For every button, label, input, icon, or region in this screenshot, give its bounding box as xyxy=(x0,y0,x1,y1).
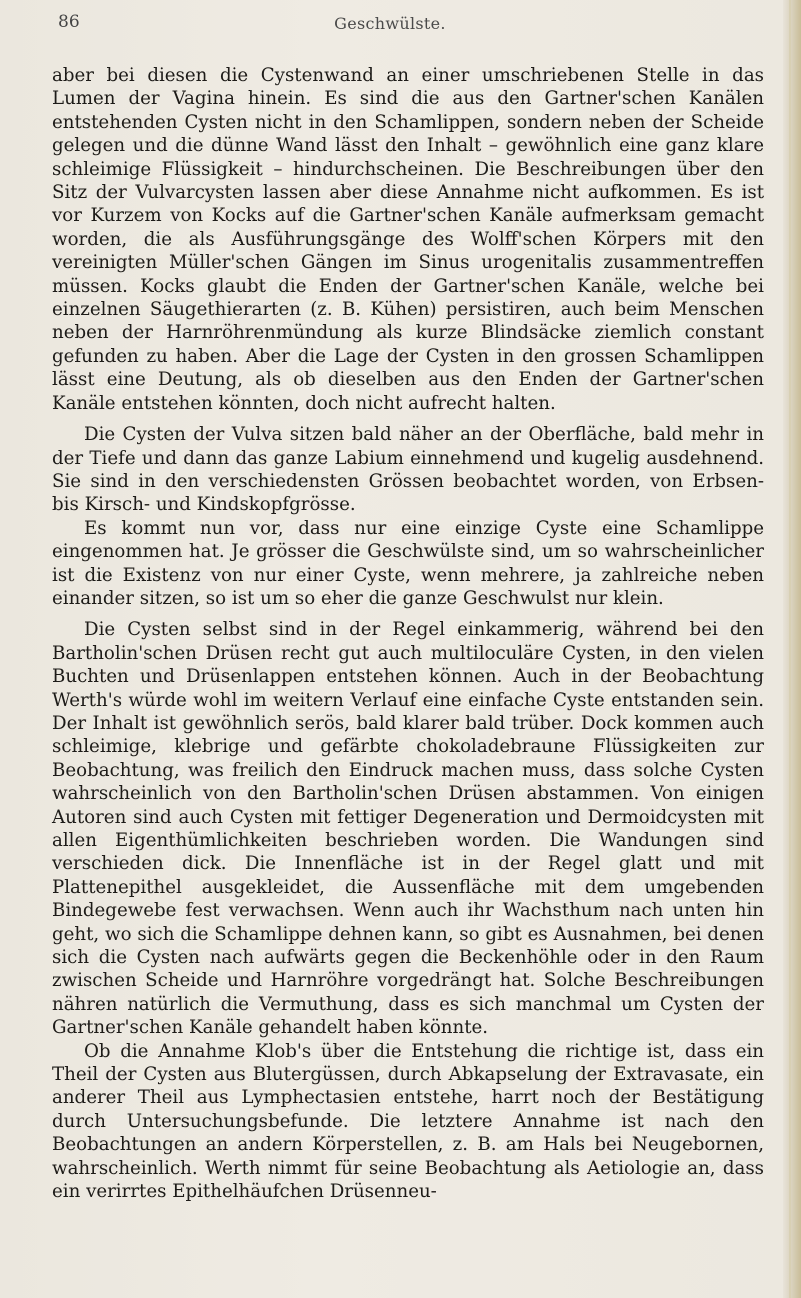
paragraph-3: Es kommt nun vor, dass nur eine einzige Cyste eine Schamlippe eingenommen hat. Je grösser die Geschwülste sind, um so wahrscheinlicher ist die Existenz von nur einer Cyste, wenn mehrere, ja zahlreiche neben einander sitzen, so ist um so eher die ganze Geschwulst nur klein. xyxy=(52,517,764,609)
paragraph-1: aber bei diesen die Cystenwand an einer umschriebenen Stelle in das Lumen der Vagina hinein. Es sind die aus den Gartner'schen Kanälen entstehenden Cysten nicht in den Schamlippen, sondern neben der Scheide gelegen und die dünne Wand lässt den Inhalt – gewöhnlich eine ganz klare schleimige Flüssigkeit – hindurchscheinen. Die Beschreibungen über den Sitz der Vulvarcysten lassen aber diese Annahme nicht aufkommen. Es ist vor Kurzem von Kocks auf die Gartner'schen Kanäle aufmerksam gemacht worden, die als Ausführungsgänge des Wolff'schen Körpers mit den vereinigten Müller'schen Gängen im Sinus urogenitalis zusammentreffen müssen. Kocks glaubt die Enden der Gartner'schen Kanäle, welche bei einzelnen Säugethierarten (z. B. Kühen) persistiren, auch beim Menschen neben der Harnröhrenmündung als kurze Blindsäcke ziemlich constant gefunden zu haben. Aber die Lage der Cysten in den grossen Schamlippen lässt eine Deutung, als ob dieselben aus den Enden der Gartner'schen Kanäle entstehen könnten, doch nicht aufrecht halten. xyxy=(52,65,764,414)
page-edge xyxy=(783,0,801,1298)
paragraph-2: Die Cysten der Vulva sitzen bald näher an der Oberfläche, bald mehr in der Tiefe und dann das ganze Labium einnehmend und kugelig ausdehnend. Sie sind in den verschiedensten Grössen beobachtet worden, von Erbsen- bis Kirsch- und Kindskopfgrösse. xyxy=(52,424,764,516)
page-number: 86 xyxy=(58,12,80,32)
page-header xyxy=(0,12,801,36)
paragraph-4: Die Cysten selbst sind in der Regel einkammerig, während bei den Bartholin'schen Drüsen recht gut auch multiloculäre Cysten, in den vielen Buchten und Drüsenlappen entstehen können. Auch in der Beobachtung Werth's würde wohl im weitern Verlauf eine einfache Cyste entstanden sein. Der Inhalt ist gewöhnlich serös, bald klarer bald trüber. Dock kommen auch schleimige, klebrige und gefärbte chokoladebraune Flüssigkeiten zur Beobachtung, was freilich den Eindruck machen muss, dass solche Cysten wahrscheinlich von den Bartholin'schen Drüsen abstammen. Von einigen Autoren sind auch Cysten mit fettiger Degeneration und Dermoidcysten mit allen Eigenthümlichkeiten beschrieben worden. Die Wandungen sind verschieden dick. Die Innenfläche ist in der Regel glatt und mit Plattenepithel ausgekleidet, die Aussenfläche mit dem umgebenden Bindegewebe fest verwachsen. Wenn auch ihr Wachsthum nach unten hin geht, wo sich die Schamlippe dehnen kann, so gibt es Ausnahmen, bei denen sich die Cysten nach aufwärts gegen die Beckenhöhle oder in den Raum zwischen Scheide und Harnröhre vorgedrängt hat. Solche Beschreibungen nähren natürlich die Vermuthung, dass es sich manchmal um Cysten der Gartner'schen Kanäle gehandelt haben könnte. xyxy=(52,619,764,1039)
paragraph-5: Ob die Annahme Klob's über die Entstehung die richtige ist, dass ein Theil der Cysten aus Blutergüssen, durch Abkapselung der Extravasate, ein anderer Theil aus Lymphectasien entstehe, harrt noch der Bestätigung durch Untersuchungsbefunde. Die letztere Annahme ist nach den Beobachtungen an andern Körperstellen, z. B. am Hals bei Neugebornen, wahrscheinlich. Werth nimmt für seine Beobachtung als Aetiologie an, dass ein verirrtes Epithelhäufchen Drüsenneu- xyxy=(52,1040,764,1203)
running-head: Geschwülste. xyxy=(334,14,446,33)
body-text xyxy=(52,64,764,1204)
